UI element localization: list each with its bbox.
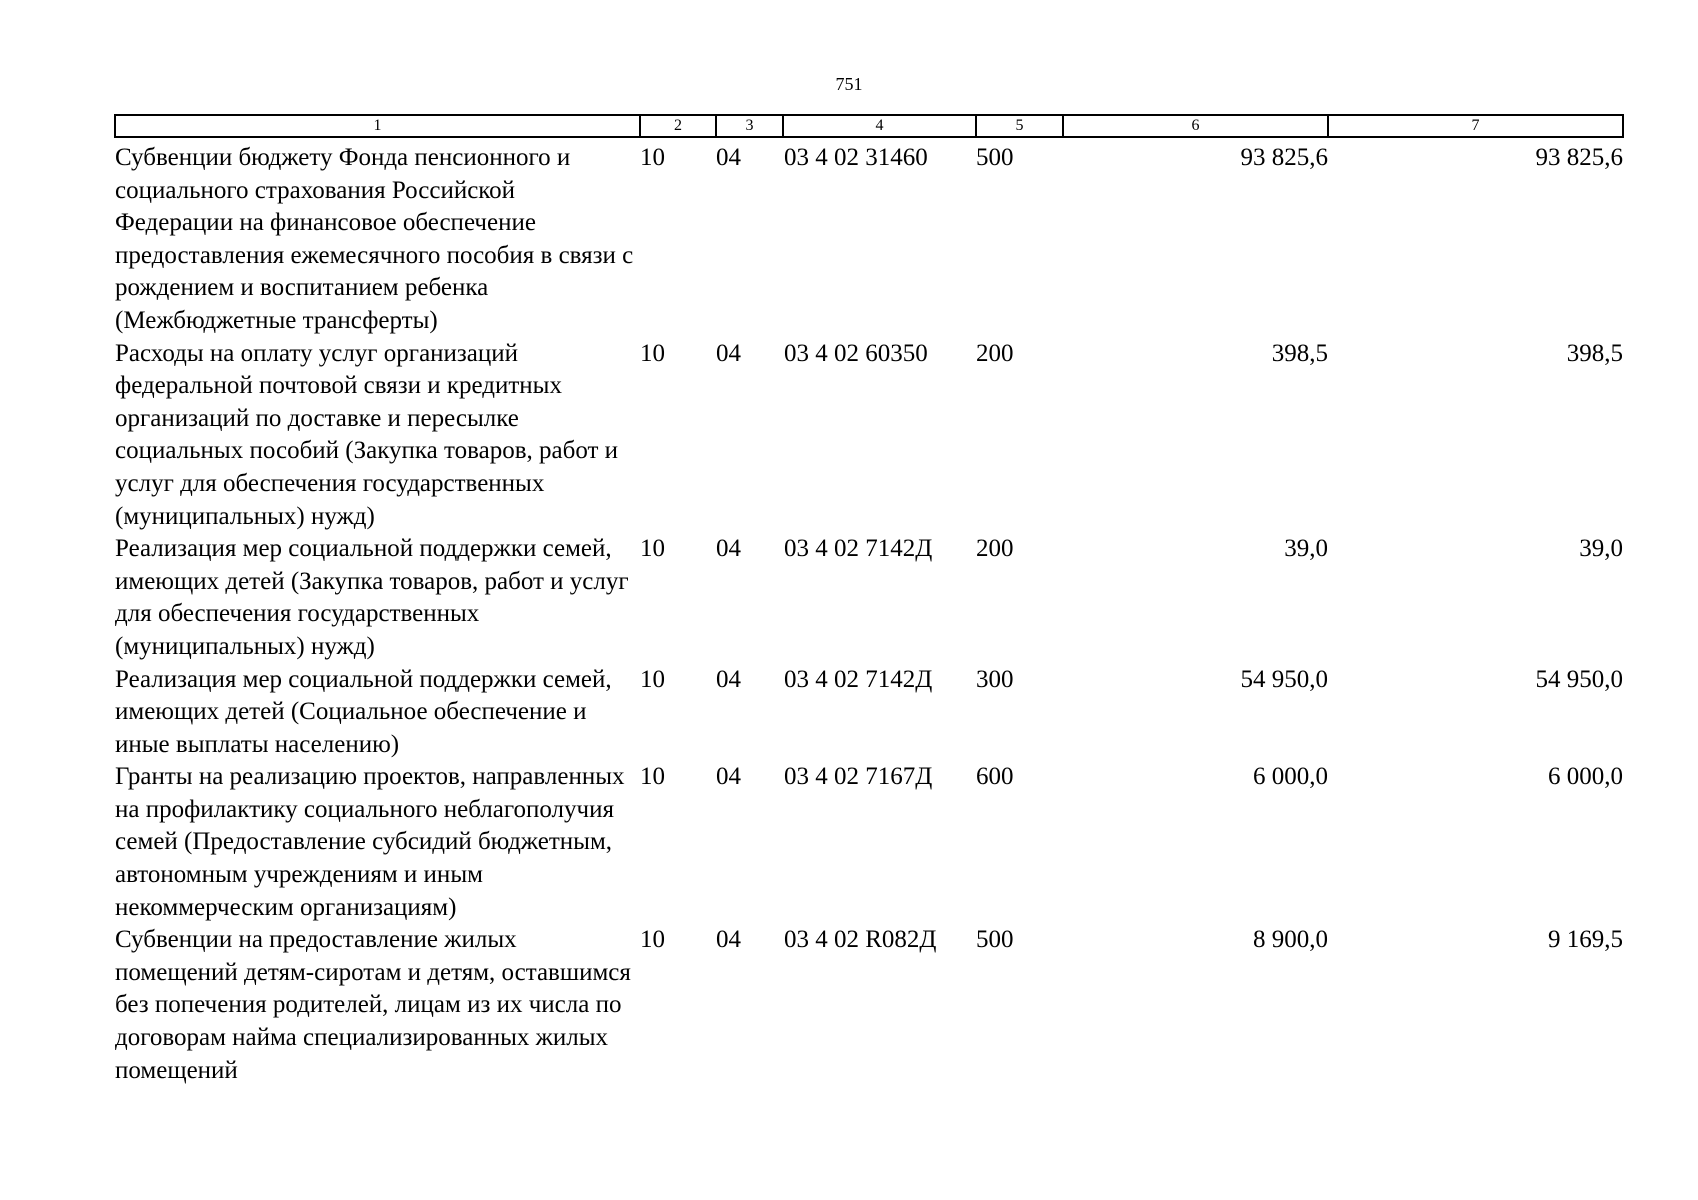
row-target-article: 03 4 02 R082Д: [784, 926, 937, 954]
row-amount-1: 398,5: [1271, 339, 1328, 367]
row-amount-1: 8 900,0: [1253, 926, 1328, 954]
table-row: [115, 533, 1623, 663]
row-amount-1: 54 950,0: [1240, 665, 1328, 693]
row-amount-2: 93 825,6: [1535, 144, 1623, 171]
row-description: Субвенции на предоставление жилых помещений детям-сиротам и детям, оставшимся без попечения родителей, лицам из их числа по договорам найма специализированных жилых помещений: [115, 926, 631, 1084]
row-expense-type: 300: [976, 665, 1014, 693]
table-row: [115, 664, 1623, 762]
header-row: [115, 115, 1623, 137]
row-subsection: 04: [716, 144, 741, 171]
row-section: 10: [640, 665, 665, 693]
budget-table: [114, 114, 1624, 1087]
row-target-article: 03 4 02 60350: [784, 339, 928, 367]
row-subsection: 04: [716, 339, 741, 367]
row-expense-type: 500: [976, 144, 1014, 171]
row-amount-2: 6 000,0: [1548, 763, 1623, 791]
row-amount-2: 398,5: [1566, 339, 1623, 367]
row-expense-type: 200: [976, 535, 1014, 563]
table-row: [115, 761, 1623, 924]
row-amount-2: 9 169,5: [1548, 926, 1623, 954]
column-header: 2: [640, 115, 716, 137]
page-number: 751: [835, 74, 863, 94]
row-description: Субвенции бюджету Фонда пенсионного и социального страхования Российской Федерации на финансовое обеспечение предоставления ежемесячного пособия в связи с рождением и воспитанием ребенка (Межбюджетные трансферты): [115, 144, 634, 334]
row-subsection: 04: [716, 665, 741, 693]
row-target-article: 03 4 02 7142Д: [784, 665, 933, 693]
row-description: Реализация мер социальной поддержки семей, имеющих детей (Социальное обеспечение и иные выплаты населению): [115, 665, 612, 758]
row-amount-2: 39,0: [1579, 535, 1623, 563]
table-row: [115, 137, 1623, 338]
row-amount-1: 6 000,0: [1253, 763, 1328, 791]
row-subsection: 04: [716, 763, 741, 791]
column-header: 6: [1063, 115, 1328, 137]
column-header: 3: [716, 115, 783, 137]
row-description: Гранты на реализацию проектов, направленных на профилактику социального неблагополучия семей (Предоставление субсидий бюджетным, автономным учреждениям и иным некоммерческим организациям): [115, 763, 625, 921]
row-section: 10: [640, 144, 665, 171]
table-row: [115, 924, 1623, 1087]
row-section: 10: [640, 535, 665, 563]
row-expense-type: 600: [976, 763, 1014, 791]
column-header: 4: [783, 115, 976, 137]
row-target-article: 03 4 02 7142Д: [784, 535, 933, 563]
row-amount-2: 54 950,0: [1535, 665, 1623, 693]
row-expense-type: 200: [976, 339, 1014, 367]
row-subsection: 04: [716, 535, 741, 563]
row-expense-type: 500: [976, 926, 1014, 954]
table-row: [115, 338, 1623, 534]
row-subsection: 04: [716, 926, 741, 954]
row-amount-1: 39,0: [1284, 535, 1328, 563]
row-amount-1: 93 825,6: [1240, 144, 1328, 171]
row-section: 10: [640, 926, 665, 954]
row-description: Расходы на оплату услуг организаций федеральной почтовой связи и кредитных организаций по доставке и пересылке социальных пособий (Закупка товаров, работ и услуг для обеспечения государственных (муниципальных) нужд): [115, 339, 619, 530]
column-header: 7: [1328, 115, 1623, 137]
column-header: 5: [976, 115, 1063, 137]
column-header: 1: [115, 115, 640, 137]
row-section: 10: [640, 339, 665, 367]
row-target-article: 03 4 02 31460: [784, 144, 928, 171]
row-description: Реализация мер социальной поддержки семей, имеющих детей (Закупка товаров, работ и услуг для обеспечения государственных (муниципальных) нужд): [115, 535, 629, 660]
row-target-article: 03 4 02 7167Д: [784, 763, 933, 791]
row-section: 10: [640, 763, 665, 791]
